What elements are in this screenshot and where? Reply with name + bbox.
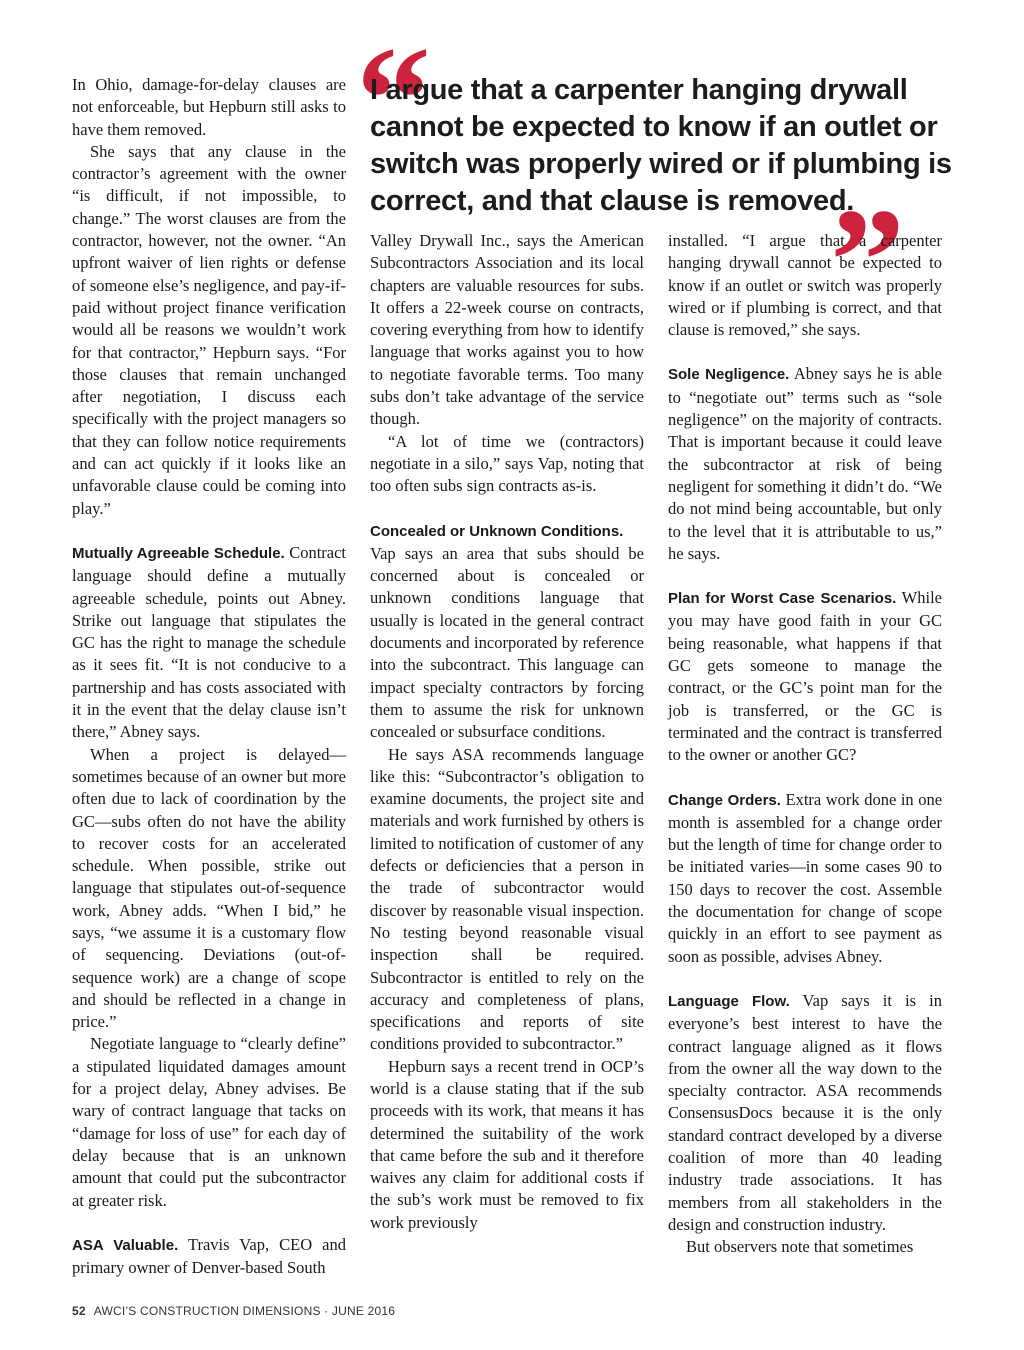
- paragraph: She says that any clause in the contractor’s agreement with the owner “is difficult, if not impossible, to change.” The worst clauses are from the contractor, however, not the owner. “An upfront waiver of lien rights or defense of someone else’s negligence, and pay-if-paid without project finance verification would all be reasons we wouldn’t work for that contractor,” Hepburn says. “For those clauses that remain unchanged after negotiation, I discuss each specifically with the project managers so that they can follow notice requirements and can act quickly if it looks like an unfavorable clause could be coming into play.”: [72, 141, 346, 518]
- paragraph-text: While you may have good faith in your GC being reasonable, what happens if that GC gets someone to manage the contract, or the GC’s point man for the job is transferred, or the GC is terminated and the contract is transferred to the owner or another GC?: [668, 588, 942, 765]
- article-column-1: [72, 74, 346, 1279]
- paragraph-text: Extra work done in one month is assembled for a change order but the length of time for change order to be initiated varies—in some cases 90 to 150 days to recover the cost. Assemble the documentation for change of scope quickly in an effort to see payment as soon as possible, advises Abney.: [668, 789, 943, 966]
- paragraph: Negotiate language to “clearly define” a stipulated liquidated damages amount for a project delay, Abney advises. Be wary of contract language that tacks on “damage for loss of use” for each day of delay because that is an unknown amount that could put the subcontractor at greater risk.: [72, 1034, 346, 1210]
- paragraph: Hepburn says a recent trend in OCP’s world is a clause stating that if the sub proceeds with its work, that means it has determined the suitability of the work that came before the sub and it therefore waives any claim for additional costs if the sub’s work must be removed to fix work previously: [370, 1056, 644, 1232]
- paragraph-text: Vap says it is in everyone’s best interest to have the contract language aligned as it flows from the owner all the way down to the specialty contractor. ASA recommends ConsensusDocs because it is the only standard contract developed by a diverse coalition of more than 40 leading industry trade associations. It has members from all stakeholders in the design and construction industry.: [668, 990, 942, 1234]
- pull-quote: I argue that a carpenter hanging drywall cannot be expected to know if an outlet or switch was properly wired or if plumbing is correct, and that clause is removed.: [370, 74, 952, 217]
- section-paragraph: [668, 990, 942, 1236]
- paragraph-text: Contract language should define a mutually agreeable schedule, points out Abney. Strike out language that stipulates the GC has the right to manage the schedule as it sees fit. “It is not conducive to a partnership and has costs associated with it in the event that the delay clause isn’t there,” Abney says.: [72, 542, 347, 742]
- section-heading: Language Flow.: [668, 992, 790, 1010]
- close-quote-mark: ”: [830, 178, 905, 344]
- article-column-3: [668, 230, 942, 1258]
- section-paragraph: [668, 363, 942, 565]
- page-footer: [72, 1304, 395, 1318]
- open-quote-mark: “: [356, 16, 431, 182]
- paragraph-text: Travis Vap, CEO and primary owner of Denver-based South: [72, 1234, 346, 1278]
- section-heading: Change Orders.: [668, 791, 781, 809]
- paragraph: When a project is delayed—sometimes because of an owner but more often due to lack of coordination by the GC—subs often do not have the ability to recover costs for an accelerated schedule. When possible, strike out language that stipulates out-of-sequence work, Abney adds. “When I bid,” he says, “we assume it is a customary flow of sequencing. Deviations (out-of-sequence work) are a change of scope and should be reflected in a change in price.”: [72, 744, 346, 1032]
- section-heading: Concealed or Unknown Conditions.: [370, 522, 624, 540]
- page-number: 52: [72, 1304, 86, 1318]
- section-paragraph: [668, 789, 942, 968]
- section-heading: Sole Negligence.: [668, 366, 790, 384]
- section-paragraph: [668, 587, 942, 766]
- section-heading: Plan for Worst Case Scenarios.: [668, 590, 897, 608]
- paragraph-text: Abney says he is able to “negotiate out” terms such as “sole negligence” on the majority of contracts. That is important because it could leave the subcontractor at risk of being negligent for something it didn’t do. “We do not mind being accountable, but only to the level that it is attributable to us,” he says.: [668, 364, 943, 563]
- paragraph: “A lot of time we (contractors) negotiate in a silo,” says Vap, noting that too often subs sign contracts as-is.: [370, 431, 644, 496]
- article-column-2: [370, 230, 644, 1234]
- section-heading-line: [370, 520, 644, 543]
- paragraph: Vap says an area that subs should be concerned about is concealed or unknown conditions language that usually is located in the general contract documents and incorporated by reference into the subcontract. This language can impact specialty contractors by forcing them to assume the risk for unknown concealed or subsurface conditions.: [370, 543, 644, 742]
- section-heading: ASA Valuable.: [72, 1236, 179, 1254]
- section-paragraph: [72, 542, 346, 744]
- section-heading: Mutually Agreeable Schedule.: [72, 544, 285, 562]
- paragraph: In Ohio, damage-for-delay clauses are not enforceable, but Hepburn still asks to have them removed.: [72, 75, 346, 139]
- paragraph: installed. “I argue that a carpenter hanging drywall cannot be expected to know if an outlet or switch was properly wired or if plumbing is correct, and that clause is removed,” she says.: [668, 231, 942, 340]
- paragraph: But observers note that sometimes: [686, 1237, 914, 1257]
- paragraph: Valley Drywall Inc., says the American Subcontractors Association and its local chapters are valuable resources for subs. It offers a 22-week course on contracts, covering everything from how to identify language that works against you to how to negotiate favorable terms. Too many subs don’t take advantage of the service though.: [370, 231, 644, 429]
- paragraph: He says ASA recommends language like this: “Subcontractor’s obligation to examine documents, the project site and materials and work furnished by others is limited to notification of customer of any defects or deficiencies that a person in the trade of subcontractor would discover by reasonable visual inspection. No testing beyond reasonable visual inspection shall be required. Subcontractor is entitled to rely on the accuracy and completeness of plans, specifications and reports of site conditions provided to subcontractor.”: [370, 744, 644, 1054]
- publication-line: AWCI’S CONSTRUCTION DIMENSIONS · JUNE 2016: [93, 1304, 396, 1318]
- section-paragraph: [72, 1234, 346, 1280]
